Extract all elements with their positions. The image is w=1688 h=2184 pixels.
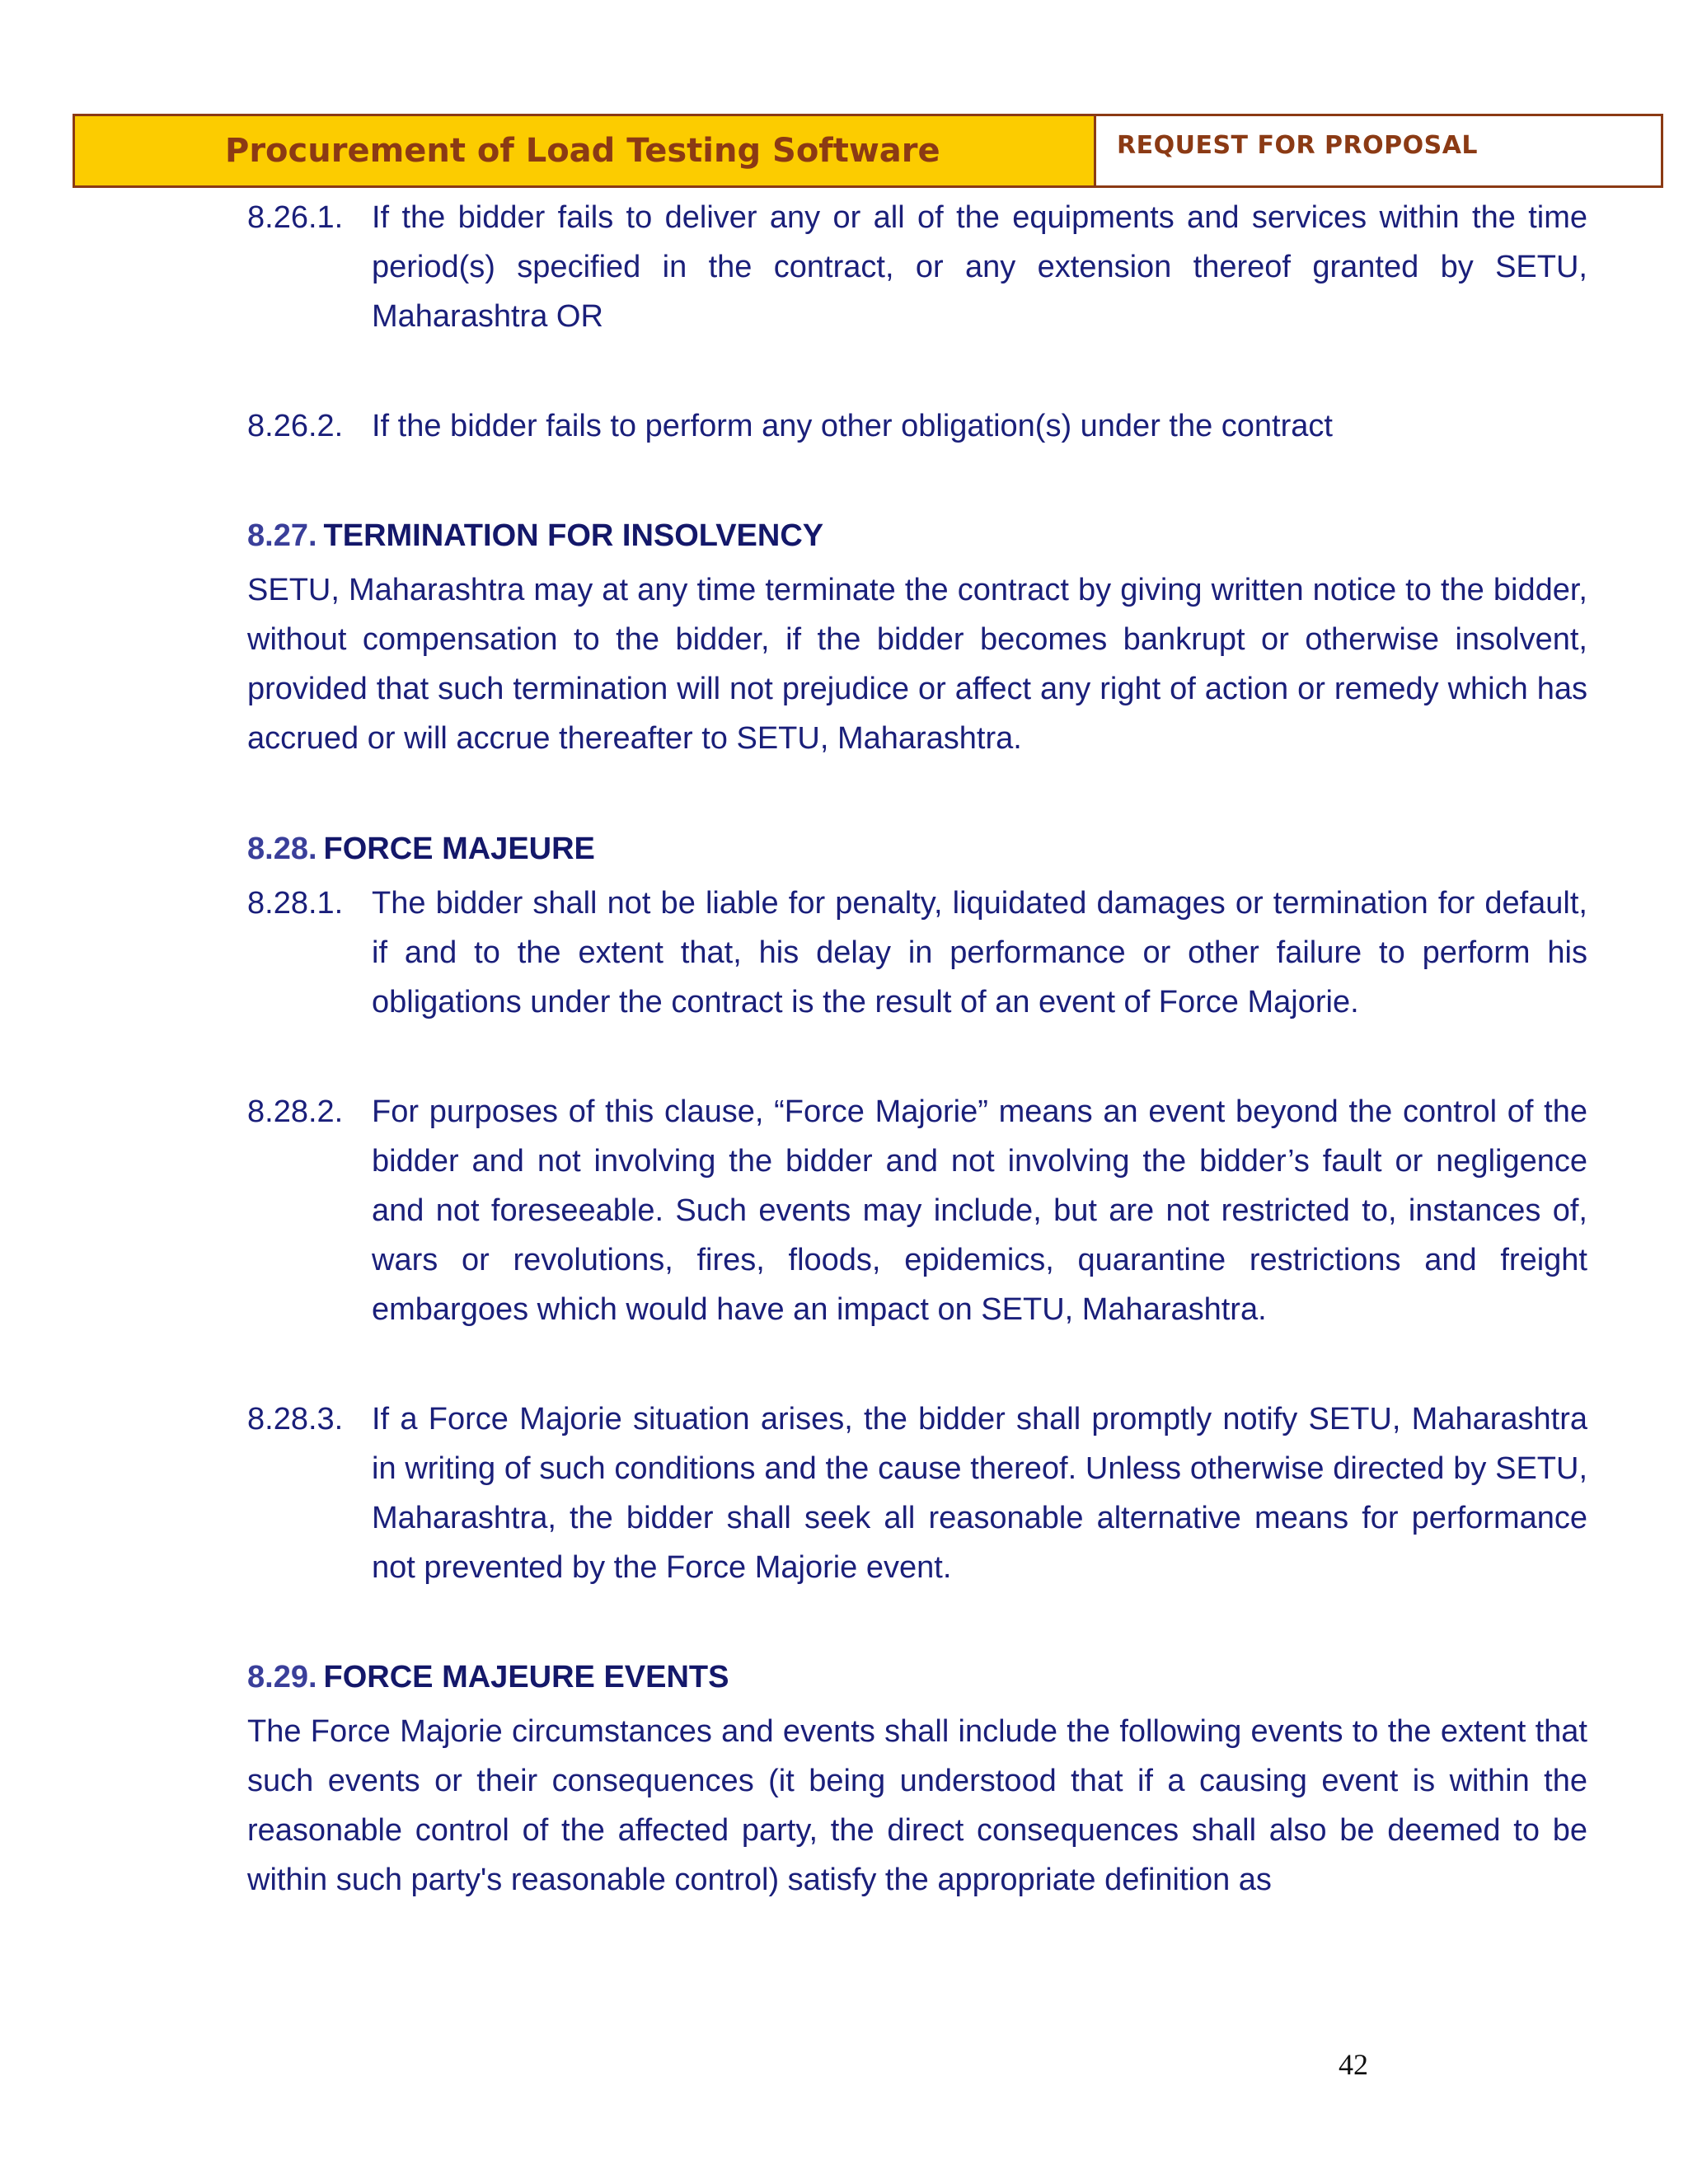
document-title: Procurement of Load Testing Software bbox=[73, 114, 1096, 188]
clause-number: 8.28.3. bbox=[247, 1402, 344, 1436]
page-number: 42 bbox=[1339, 2048, 1368, 2081]
clause-text: If a Force Majorie situation arises, the bidder shall promptly notify SETU, Maharashtra in writing of such conditions and the cause thereof. Unless otherwise directed by SETU, Maharashtra, the bidder shall seek all reasonable alternative means for performance not prevented by the Force Majorie event. bbox=[372, 1402, 1587, 1585]
section-title: TERMINATION FOR INSOLVENCY bbox=[323, 518, 824, 553]
section-title: FORCE MAJEURE EVENTS bbox=[323, 1660, 729, 1694]
clause-number: 8.28.1. bbox=[247, 886, 344, 921]
section-paragraph: The Force Majorie circumstances and events shall include the following events to the extent that such events or their consequences (it being understood that if a causing event is within the reasonable control of the affected party, the direct consequences shall also be deemed to be within such party's reasonable control) satisfy the appropriate definition as bbox=[247, 1714, 1587, 1897]
clause-number: 8.28.2. bbox=[247, 1094, 344, 1129]
page-header bbox=[73, 114, 1663, 188]
clause-8-28-2 bbox=[247, 1087, 1587, 1334]
section-number: 8.27. bbox=[247, 518, 317, 553]
document-body bbox=[247, 193, 1587, 1905]
document-type: REQUEST FOR PROPOSAL bbox=[1096, 114, 1663, 188]
clause-8-28-3 bbox=[247, 1394, 1587, 1592]
section-heading-8-28 bbox=[247, 824, 1587, 874]
clause-text: If the bidder fails to perform any other obligation(s) under the contract bbox=[372, 409, 1333, 443]
section-heading-8-29 bbox=[247, 1652, 1587, 1702]
section-number: 8.28. bbox=[247, 832, 317, 866]
clause-8-26-2 bbox=[247, 401, 1587, 451]
clause-8-26-1 bbox=[247, 193, 1587, 341]
clause-text: The bidder shall not be liable for penalty, liquidated damages or termination for default, if and to the extent that, his delay in performance or other failure to perform his obligations under the contract is the result of an event of Force Majorie. bbox=[372, 886, 1587, 1019]
clause-8-28-1 bbox=[247, 879, 1587, 1027]
clause-text: If the bidder fails to deliver any or all of the equipments and services within the time period(s) specified in the contract, or any extension thereof granted by SETU, Maharashtra OR bbox=[372, 200, 1587, 334]
section-paragraph: SETU, Maharashtra may at any time terminate the contract by giving written notice to the bidder, without compensation to the bidder, if the bidder becomes bankrupt or otherwise insolvent, provided that such termination will not prejudice or affect any right of action or remedy which has accrued or will accrue thereafter to SETU, Maharashtra. bbox=[247, 573, 1587, 756]
section-title: FORCE MAJEURE bbox=[323, 832, 595, 866]
clause-number: 8.26.1. bbox=[247, 200, 344, 235]
section-heading-8-27 bbox=[247, 511, 1587, 560]
clause-text: For purposes of this clause, “Force Majorie” means an event beyond the control of the bidder and not involving the bidder and not involving the bidder’s fault or negligence and not foreseeable. Such events may include, but are not restricted to, instances of, wars or revolutions, fires, floods, epidemics, quarantine restrictions and freight embargoes which would have an impact on SETU, Maharashtra. bbox=[372, 1094, 1587, 1327]
clause-number: 8.26.2. bbox=[247, 409, 344, 443]
section-number: 8.29. bbox=[247, 1660, 317, 1694]
